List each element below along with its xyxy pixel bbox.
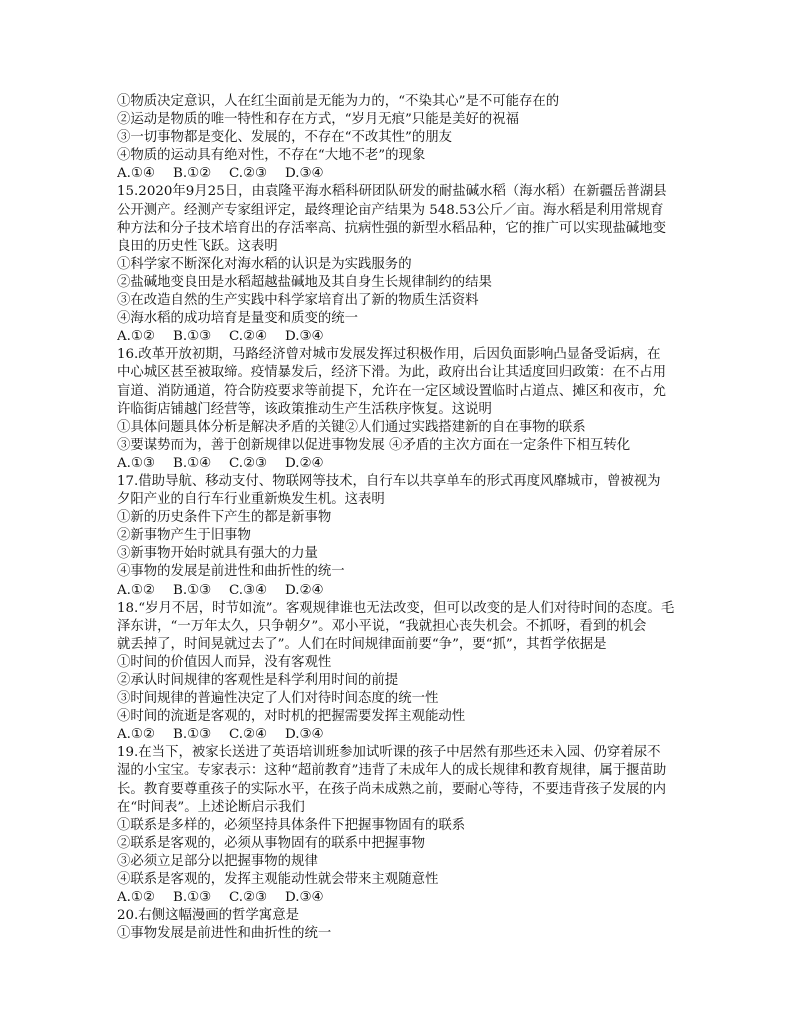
- answer-options: [117, 455, 677, 473]
- answer-option: C.②④: [229, 329, 268, 345]
- text-line: ①具体问题具体分析是解决矛盾的关键②人们通过实践搭建新的自在事物的联系: [117, 419, 586, 435]
- answer-option: A.①②: [117, 582, 155, 598]
- text-line: ②运动是物质的唯一特性和存在方式，“岁月无痕”只能是美好的祝福: [117, 112, 520, 128]
- text-line: ③时间规律的普遍性决定了人们对待时间态度的统一性: [117, 691, 439, 707]
- text-line: 长。教育要尊重孩子的实际水平，在孩子尚未成熟之前，要耐心等待，不要违背孩子发展的内: [117, 781, 667, 797]
- text-line: 17.借助导航、移动支付、物联网等技术，自行车以共享单车的形式再度风靡城市，曾被视为: [117, 473, 661, 489]
- text-line: 18.“岁月不居，时节如流”。客观规律谁也无法改变，但可以改变的是人们对待时间的态度。毛: [117, 600, 675, 616]
- answer-option: D.③④: [285, 890, 324, 906]
- answer-option: C.②③: [229, 890, 268, 906]
- text-line: 泽东讲，“一万年太久，只争朝夕”。邓小平说，“我就担心丧失机会。不抓呀，看到的机会: [117, 618, 647, 634]
- text-line: ①物质决定意识，人在红尘面前是无能为力的，“不染其心”是不可能存在的: [117, 94, 560, 109]
- text-line: 就丢掉了，时间晃就过去了”。人们在时间规律面前要“争”，要“抓”，其哲学依据是: [117, 636, 607, 652]
- answer-option: C.②③: [229, 455, 268, 471]
- text-line: ①事物发展是前进性和曲折性的统一: [117, 926, 332, 942]
- text-line: 20.右侧这幅漫画的哲学寓意是: [117, 908, 299, 924]
- question-text-block: [117, 93, 677, 943]
- text-line: 良田的历史性飞跃。这表明: [117, 238, 278, 254]
- text-line: 中心城区甚至被取缔。疫情暴发后，经济下滑。为此，政府出台让其适度回归政策：在不占用: [117, 365, 667, 381]
- text-line: ①科学家不断深化对海水稻的认识是为实践服务的: [117, 256, 412, 272]
- text-line: ②盐碱地变良田是水稻超越盐碱地及其自身生长规律制约的结果: [117, 274, 492, 290]
- text-line: ④海水稻的成功培育是量变和质变的统一: [117, 311, 359, 327]
- text-line: 许临街店铺越门经营等，该政策推动生产生活秩序恢复。这说明: [117, 401, 492, 417]
- answer-option: B.①②: [173, 166, 212, 182]
- text-line: ④物质的运动具有绝对性，不存在“大地不老”的现象: [117, 148, 426, 164]
- text-line: ①联系是多样的，必须坚持具体条件下把握事物固有的联系: [117, 817, 466, 833]
- answer-option: D.③④: [285, 166, 324, 182]
- answer-options: [117, 582, 677, 600]
- text-line: 湿的小宝宝。专家表示：这种“超前教育”违背了未成年人的成长规律和教育规律，属于揠苗助: [117, 763, 667, 779]
- answer-option: D.②④: [285, 455, 324, 471]
- answer-option: A.①②: [117, 890, 155, 906]
- text-line: ③一切事物都是变化、发展的，不存在“不改其性”的朋友: [117, 130, 453, 146]
- text-line: ②联系是客观的，必须从事物固有的联系中把握事物: [117, 835, 425, 851]
- answer-option: B.①③: [173, 890, 212, 906]
- answer-option: C.②④: [229, 727, 268, 743]
- text-line: ①新的历史条件下产生的都是新事物: [117, 510, 332, 526]
- text-line: 公开测产。经测产专家组评定，最终理论亩产结果为 548.53公斤／亩。海水稻是利用常规育: [117, 202, 664, 218]
- answer-option: C.③④: [229, 582, 268, 598]
- text-line: ②承认时间规律的客观性是科学利用时间的前提: [117, 673, 399, 688]
- answer-option: D.③④: [285, 727, 324, 743]
- text-line: 15.2020年9月25日，由袁隆平海水稻科研团队研发的耐盐碱水稻（海水稻）在新疆岳普湖县: [117, 184, 667, 200]
- answer-options: [117, 726, 677, 744]
- answer-option: B.①③: [173, 727, 212, 743]
- text-line: 在“时间表”。上述论断启示我们: [117, 799, 305, 815]
- answer-option: B.①④: [173, 455, 212, 471]
- text-line: ③必须立足部分以把握事物的规律: [117, 853, 318, 869]
- answer-option: D.③④: [285, 329, 324, 345]
- text-line: ④时间的流逝是客观的，对时机的把握需要发挥主观能动性: [117, 709, 466, 725]
- text-line: 盲道、消防通道，符合防疫要求等前提下，允许在一定区域设置临时占道点、摊区和夜市，允: [117, 383, 667, 399]
- text-line: ③要谋势而为，善于创新规律以促进事物发展 ④矛盾的主次方面在一定条件下相互转化: [117, 437, 631, 453]
- text-line: ④联系是客观的，发挥主观能动性就会带来主观随意性: [117, 872, 439, 888]
- answer-options: [117, 328, 677, 346]
- text-line: 16.改革开放初期，马路经济曾对城市发展发挥过积极作用，后因负面影响凸显备受诟病，在: [117, 347, 661, 363]
- answer-option: B.①③: [173, 329, 212, 345]
- answer-option: A.①④: [117, 166, 155, 182]
- answer-option: C.②③: [229, 166, 268, 182]
- text-line: 19.在当下，被家长送进了英语培训班参加试听课的孩子中居然有那些还未入园、仍穿着尿不: [117, 745, 661, 761]
- answer-option: A.①③: [117, 455, 155, 471]
- answer-options: [117, 889, 677, 907]
- answer-option: B.①③: [173, 582, 212, 598]
- text-line: ③在改造自然的生产实践中科学家培育出了新的物质生活资料: [117, 293, 479, 309]
- text-line: ④事物的发展是前进性和曲折性的统一: [117, 564, 345, 580]
- text-line: 种方法和分子技术培育出的存活率高、抗病性强的新型水稻品种，它的推广可以实现盐碱地变: [117, 220, 667, 236]
- answer-options: [117, 165, 677, 183]
- text-line: ③新事物开始时就具有强大的力量: [117, 546, 318, 562]
- answer-option: A.①②: [117, 329, 155, 345]
- answer-option: D.②④: [285, 582, 324, 598]
- text-line: ②新事物产生于旧事物: [117, 528, 251, 544]
- text-line: ①时间的价值因人而异，没有客观性: [117, 654, 332, 670]
- text-line: 夕阳产业的自行车行业重新焕发生机。这表明: [117, 492, 385, 508]
- answer-option: A.①②: [117, 727, 155, 743]
